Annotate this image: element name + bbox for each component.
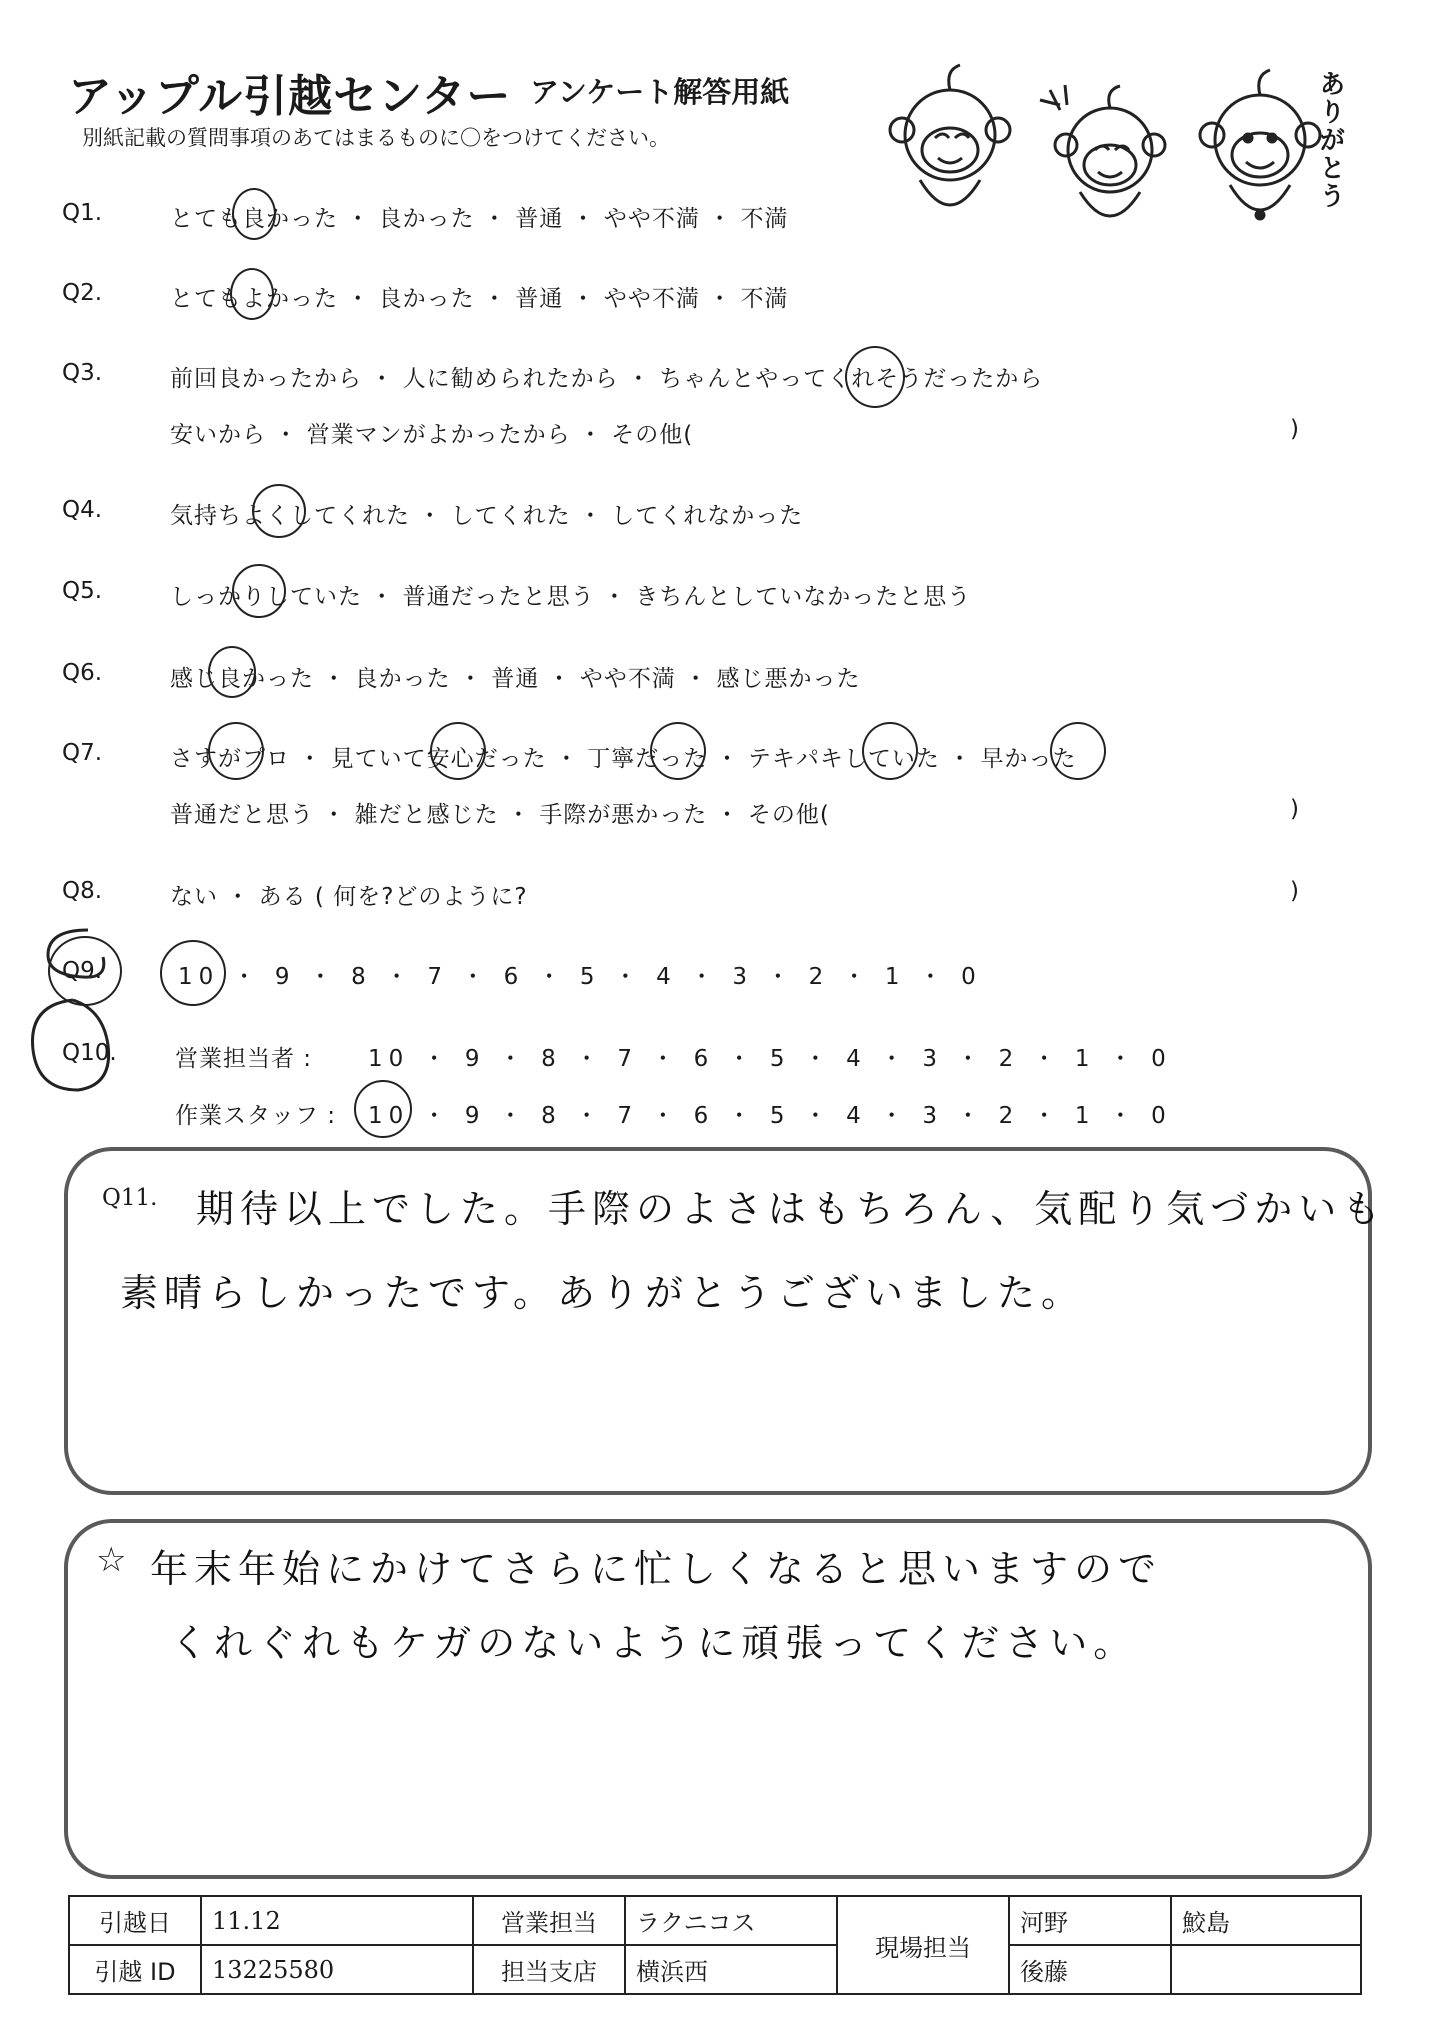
move-id-label: 引越 ID [69, 1945, 201, 1994]
q8-close-paren: ) [1290, 878, 1299, 904]
q1-options[interactable]: とても良かった ・ 良かった ・ 普通 ・ やや不満 ・ 不満 [170, 206, 789, 232]
q3-label: Q3. [62, 360, 103, 386]
site-empty-cell [1171, 1945, 1361, 1994]
site-value-1[interactable]: 河野 [1009, 1896, 1171, 1945]
q6-selection-circle [208, 646, 256, 698]
form-subtitle: アンケート解答用紙 [530, 75, 790, 109]
move-date-label: 引越日 [69, 1896, 201, 1945]
q10-label: Q10. [62, 1040, 117, 1066]
q1-selection-circle [232, 188, 276, 240]
q3-options-line1[interactable]: 前回良かったから ・ 人に勧められたから ・ ちゃんとやってくれそうだったから [170, 366, 1044, 392]
branch-value[interactable]: 横浜西 [625, 1945, 837, 1994]
q7-selection-circle-4 [862, 722, 918, 780]
comment-handwritten-line2: くれぐれもケガのないように頑張ってください。 [170, 1621, 1138, 1665]
q11-handwritten-line1: 期待以上でした。手際のよさはもちろん、気配り気づかいも [196, 1187, 1387, 1231]
handwritten-margin-scribble [18, 920, 138, 1120]
q1-label: Q1. [62, 200, 103, 226]
q7-options-line1[interactable]: さすがプロ ・ 見ていて安心だった ・ 丁寧だった ・ テキパキしていた ・ 早かった [170, 746, 1077, 772]
q6-options[interactable]: 感じ良かった ・ 良かった ・ 普通 ・ やや不満 ・ 感じ悪かった [170, 666, 861, 692]
q4-options[interactable]: 気持ちよくしてくれた ・ してくれた ・ してくれなかった [170, 503, 804, 529]
q8-options[interactable]: ない ・ ある ( 何を?どのように? [170, 884, 528, 910]
q3-close-paren: ) [1290, 416, 1299, 442]
branch-label: 担当支店 [473, 1945, 625, 1994]
move-date-value[interactable]: 11.12 [201, 1896, 473, 1945]
q10-staff-scale[interactable]: 10 ・ 9 ・ 8 ・ 7 ・ 6 ・ 5 ・ 4 ・ 3 ・ 2 ・ 1 ・ 0 [368, 1103, 1172, 1129]
q3-selection-circle [845, 346, 905, 408]
q9-scale[interactable]: 10 ・ 9 ・ 8 ・ 7 ・ 6 ・ 5 ・ 4 ・ 3 ・ 2 ・ 1 ・ 0 [178, 964, 982, 990]
star-icon: ☆ [96, 1540, 127, 1580]
sales-value[interactable]: ラクニコス [625, 1896, 837, 1945]
q7-selection-circle-2 [430, 722, 486, 780]
q8-label: Q8. [62, 878, 103, 904]
q7-selection-circle-1 [208, 722, 264, 780]
q9-handwritten-mark [70, 920, 71, 921]
q2-label: Q2. [62, 280, 103, 306]
q6-label: Q6. [62, 660, 103, 686]
q4-label: Q4. [62, 497, 103, 523]
q10-staff-label: 作業スタッフ : [175, 1103, 337, 1129]
q10-sales-scale[interactable]: 10 ・ 9 ・ 8 ・ 7 ・ 6 ・ 5 ・ 4 ・ 3 ・ 2 ・ 1 ・ 0 [368, 1046, 1172, 1072]
monkey-mascot-illustration [880, 50, 1350, 250]
q7-options-line2[interactable]: 普通だと思う ・ 雑だと感じた ・ 手際が悪かった ・ その他( [170, 802, 830, 828]
instruction-text: 別紙記載の質問事項のあてはまるものに〇をつけてください。 [82, 126, 670, 150]
q7-label: Q7. [62, 740, 103, 766]
move-info-table [68, 1895, 1362, 1995]
sales-label: 営業担当 [473, 1896, 625, 1945]
q10-sales-label: 営業担当者 : [175, 1046, 313, 1072]
q7-selection-circle-3 [650, 722, 706, 780]
company-title: アップル引越センター [68, 71, 512, 122]
move-id-value[interactable]: 13225580 [201, 1945, 473, 1994]
comment-handwritten-line1: 年末年始にかけてさらに忙しくなると思いますので [150, 1547, 1163, 1591]
site-value-3[interactable]: 鮫島 [1171, 1896, 1361, 1945]
q5-selection-circle [232, 564, 286, 618]
site-value-2[interactable]: 後藤 [1009, 1945, 1171, 1994]
site-label: 現場担当 [837, 1896, 1009, 1994]
q2-selection-circle [230, 268, 274, 320]
q11-handwritten-line2: 素晴らしかったです。ありがとうございました。 [120, 1271, 1085, 1315]
q9-selection-circle [160, 940, 226, 1006]
q7-close-paren: ) [1290, 796, 1299, 822]
q5-label: Q5. [62, 578, 103, 604]
q10-staff-selection-circle [354, 1080, 412, 1138]
q9-label: Q9. [62, 958, 103, 984]
mascot-thanks-text: ありがとう [1315, 70, 1345, 210]
q5-options[interactable]: しっかりしていた ・ 普通だったと思う ・ きちんとしていなかったと思う [170, 584, 972, 610]
q7-selection-circle-5 [1050, 722, 1106, 780]
q11-label: Q11. [102, 1185, 158, 1211]
q4-selection-circle [252, 484, 306, 538]
q3-options-line2[interactable]: 安いから ・ 営業マンがよかったから ・ その他( [170, 422, 694, 448]
q2-options[interactable]: とてもよかった ・ 良かった ・ 普通 ・ やや不満 ・ 不満 [170, 286, 789, 312]
